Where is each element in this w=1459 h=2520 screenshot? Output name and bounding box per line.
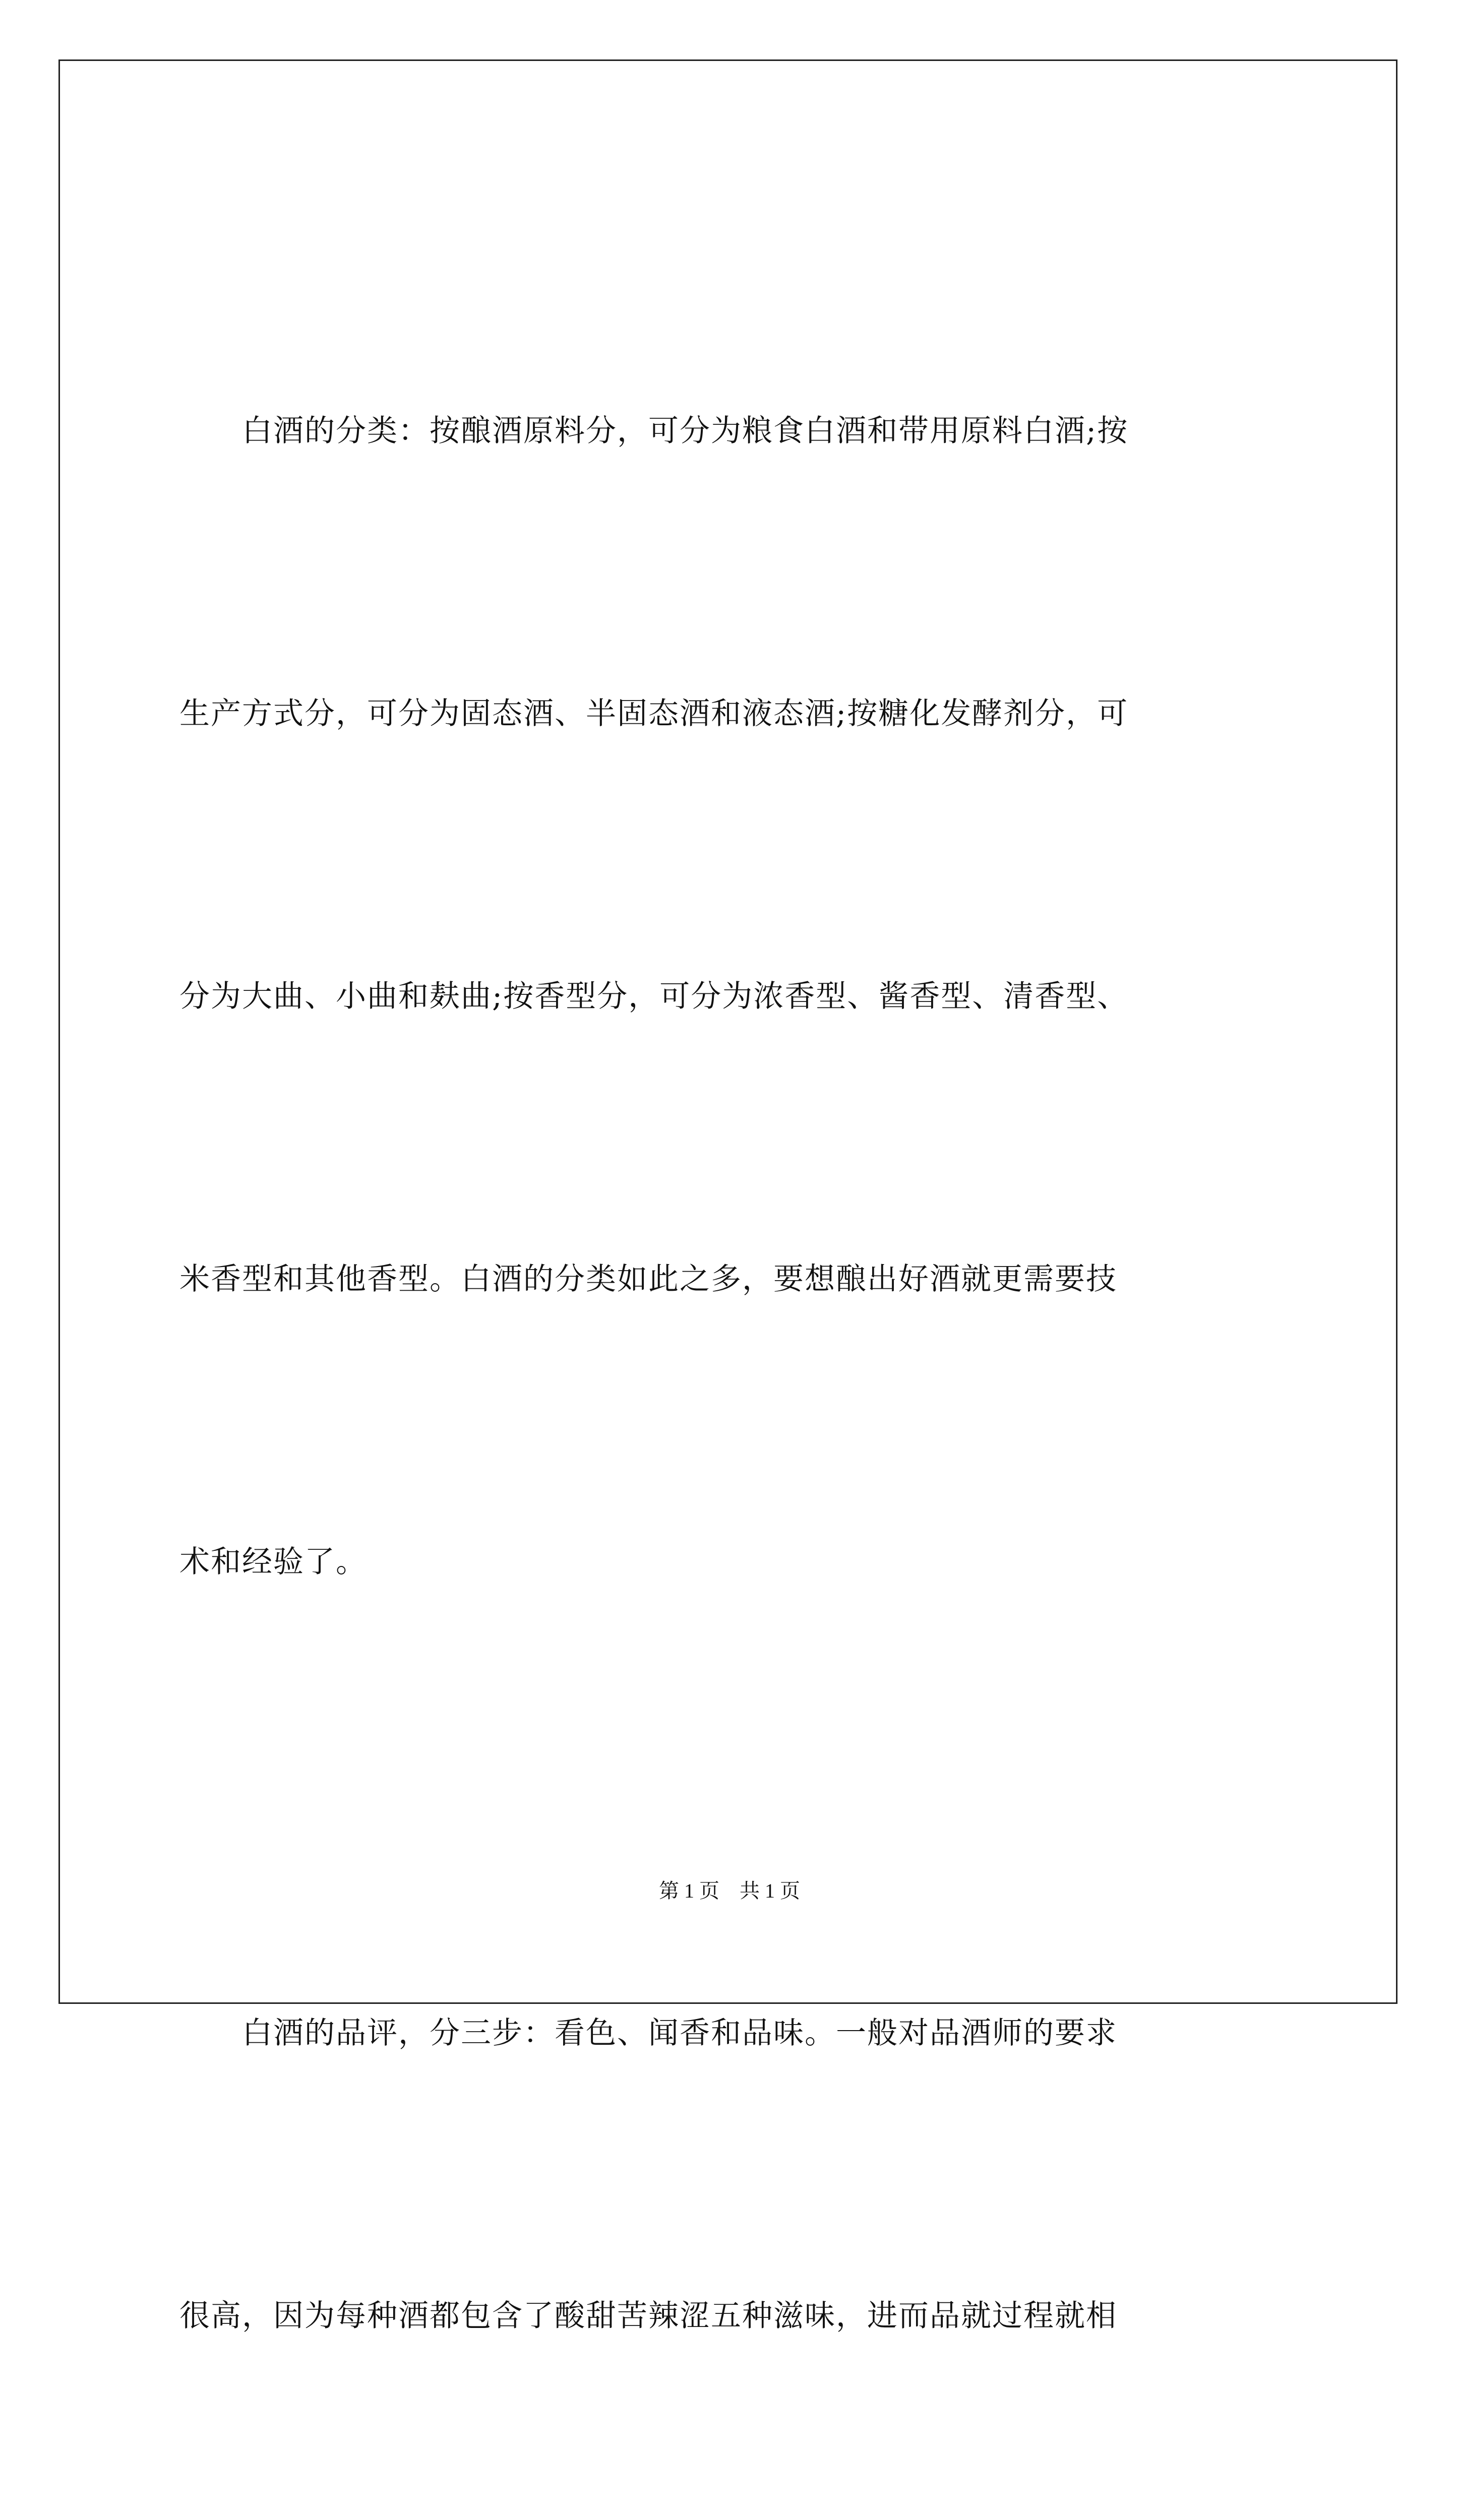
paragraph-tasting [179,1798,1288,2520]
text-line: 米香型和其他香型。白酒的分类如此之多，要想酿出好酒就更需要技 [179,1262,1117,1297]
text-line: 白酒的分类：按酿酒原料分，可分为粮食白酒和带用原料白酒;按 [179,413,1129,449]
text-line: 生产方式分，可分为固态酒、半固态酒和液态酒;按糖化发酵剂分，可 [179,696,1129,731]
document-body [179,196,1288,2520]
text-line: 分为大曲、小曲和麸曲;按香型分，可分为浓香型、酱香型、清香型、 [179,979,1129,1014]
text-line: 白酒的品评，分三步：看色、闻香和品味。一般对品酒师的要求 [179,2015,1117,2051]
text-line: 很高，因为每种酒都包含了酸甜苦辣涩五种滋味，进而品就过程就相 [179,2298,1117,2334]
page-number-footer: 第 1 页 共 1 页 [659,1879,800,1902]
text-line: 术和经验了。 [179,1544,367,1580]
paragraph-classification [179,196,1288,1798]
